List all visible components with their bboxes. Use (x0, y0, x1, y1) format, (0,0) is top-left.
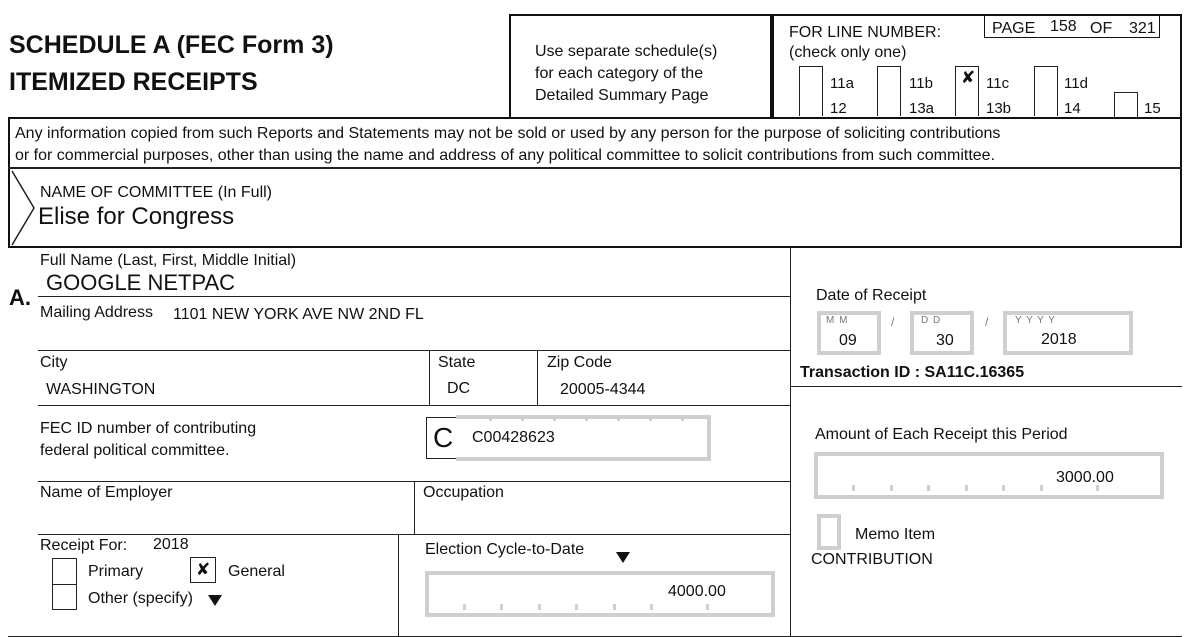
election-cycle-label: Election Cycle-to-Date (425, 541, 585, 558)
zip-label: Zip Code (547, 354, 612, 371)
date-year-hint: Y Y Y Y (1015, 315, 1056, 326)
field-tick (681, 415, 684, 421)
line-13a-label: 13a (909, 100, 935, 117)
page-label: PAGE (992, 20, 1036, 37)
field-tick (538, 604, 541, 610)
instruction-line: Use separate schedule(s) (535, 43, 718, 60)
primary-checkbox[interactable] (52, 558, 77, 584)
full-name-label: Full Name (Last, First, Middle Initial) (40, 252, 297, 269)
divider (790, 248, 791, 637)
memo-text: CONTRIBUTION (811, 551, 933, 568)
field-tick (1002, 485, 1005, 491)
divider (38, 296, 790, 297)
divider (38, 405, 790, 406)
line-11a-checkbox[interactable] (799, 66, 823, 116)
notice-text: or for commercial purposes, other than using the name and address of any political committee to solicit contributions from such committee. (15, 147, 996, 164)
entry-letter: A. (9, 285, 31, 310)
amount-value: 3000.00 (1056, 469, 1114, 486)
date-day-value: 30 (936, 332, 954, 349)
zip-value: 20005-4344 (560, 381, 646, 398)
state-label: State (438, 354, 476, 371)
line-15-checkbox[interactable] (1114, 92, 1138, 117)
city-label: City (40, 354, 68, 371)
fec-id-value: C00428623 (472, 429, 555, 446)
line-15-label: 15 (1144, 100, 1161, 117)
field-tick (500, 604, 503, 610)
field-tick (890, 485, 893, 491)
field-tick (521, 415, 524, 421)
divider (790, 386, 1182, 387)
other-dropdown-arrow-icon[interactable] (208, 595, 222, 607)
date-month-hint: M M (826, 315, 849, 326)
line-11c-label: 11c (986, 75, 1010, 92)
receipt-for-year: 2018 (153, 536, 189, 553)
line-11d-label: 11d (1064, 75, 1088, 92)
divider (38, 534, 790, 535)
field-tick (463, 604, 466, 610)
transaction-id: Transaction ID : SA11C.16365 (800, 364, 1025, 381)
line-11a-label: 11a (830, 75, 854, 92)
instruction-line: for each category of the (535, 65, 704, 82)
date-year-value: 2018 (1041, 331, 1077, 348)
form-title: SCHEDULE A (FEC Form 3) (9, 31, 334, 59)
line-number-label: FOR LINE NUMBER: (789, 24, 942, 41)
field-tick (553, 415, 556, 421)
date-separator: / (891, 315, 896, 329)
primary-label: Primary (88, 563, 144, 580)
other-checkbox[interactable] (52, 584, 77, 610)
city-value: WASHINGTON (46, 381, 156, 398)
of-label: OF (1090, 20, 1113, 37)
line-14-label: 14 (1064, 100, 1081, 117)
divider (8, 167, 1182, 169)
other-specify-label: Other (specify) (88, 590, 193, 607)
fec-id-label: federal political committee. (40, 442, 230, 459)
line-12-label: 12 (830, 100, 847, 117)
occupation-label: Occupation (423, 484, 504, 501)
memo-item-checkbox[interactable] (817, 514, 841, 550)
mailing-address-value: 1101 NEW YORK AVE NW 2ND FL (173, 306, 424, 323)
check-only-one-label: (check only one) (789, 44, 907, 61)
full-name-value: GOOGLE NETPAC (46, 270, 236, 295)
election-cycle-arrow-icon (616, 552, 630, 564)
committee-name: Elise for Congress (38, 203, 235, 230)
memo-item-label: Memo Item (855, 526, 936, 543)
divider (429, 350, 430, 405)
mailing-address-label: Mailing Address (40, 304, 153, 321)
field-tick (489, 415, 492, 421)
general-label: General (228, 563, 285, 580)
date-month-value: 09 (839, 332, 857, 349)
line-11c-check-mark: ✘ (961, 68, 976, 87)
field-tick (1040, 485, 1043, 491)
field-tick (575, 604, 578, 610)
field-tick (613, 604, 616, 610)
divider (38, 350, 790, 351)
field-tick (617, 415, 620, 421)
instruction-line: Detailed Summary Page (535, 87, 709, 104)
employer-label: Name of Employer (40, 484, 173, 501)
field-tick (852, 485, 855, 491)
receipt-for-label: Receipt For: (40, 537, 128, 554)
divider (537, 350, 538, 405)
divider (398, 534, 399, 637)
field-tick (927, 485, 930, 491)
field-tick (649, 415, 652, 421)
general-check-mark: ✘ (196, 560, 211, 579)
fec-id-label: FEC ID number of contributing (40, 420, 257, 437)
state-value: DC (447, 380, 471, 397)
page-number: 158 (1050, 18, 1077, 35)
date-separator: / (985, 315, 990, 329)
date-of-receipt-label: Date of Receipt (816, 287, 927, 304)
fec-id-prefix: C (433, 422, 454, 453)
notice-text: Any information copied from such Reports and Statements may not be sold or used by any person for the purpose of soliciting contributions (15, 125, 1001, 142)
line-11d-checkbox[interactable] (1034, 66, 1058, 116)
page-total: 321 (1129, 20, 1156, 37)
date-day-hint: D D (921, 315, 942, 326)
field-tick (650, 604, 653, 610)
committee-arrow-icon (10, 169, 38, 247)
field-tick (585, 415, 588, 421)
amount-label: Amount of Each Receipt this Period (815, 426, 1068, 443)
field-tick (706, 604, 709, 610)
field-tick (965, 485, 968, 491)
form-subtitle: ITEMIZED RECEIPTS (9, 68, 258, 96)
committee-name-label: NAME OF COMMITTEE (In Full) (40, 184, 272, 201)
divider (414, 481, 415, 534)
line-11b-checkbox[interactable] (877, 66, 901, 116)
line-11b-label: 11b (909, 75, 933, 92)
election-cycle-amount: 4000.00 (668, 583, 726, 600)
line-13b-label: 13b (986, 100, 1012, 117)
